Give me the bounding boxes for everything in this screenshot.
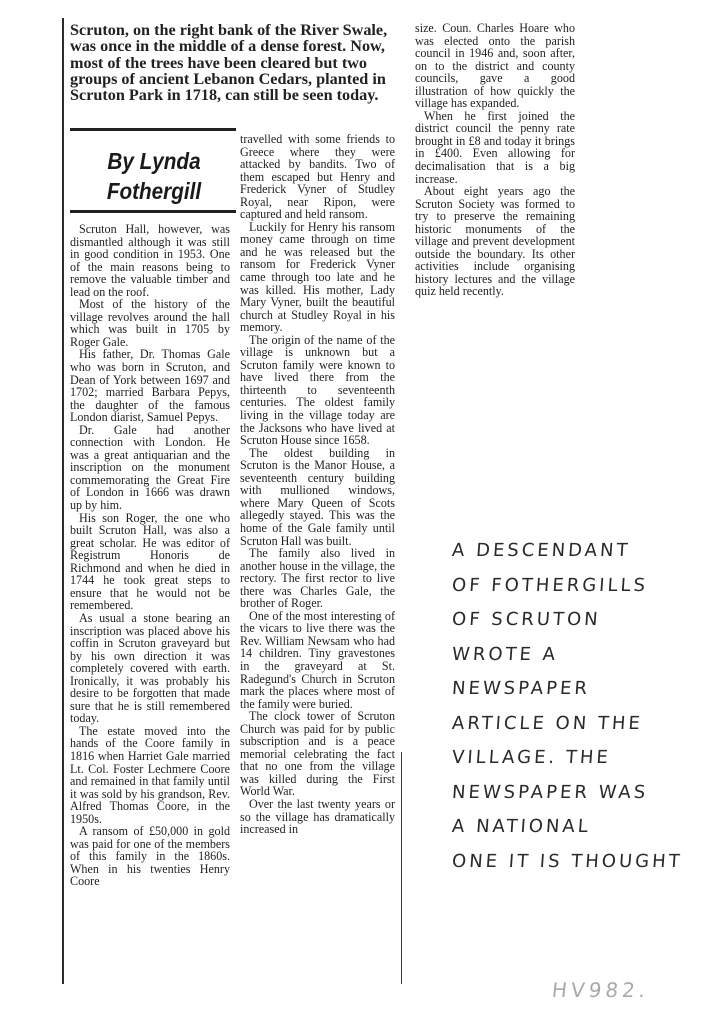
note-line: ONE IT IS THOUGHT (451, 850, 684, 872)
article-column-3 (415, 22, 575, 298)
intro-paragraph: Scruton, on the right bank of the River Swale, was once in the middle of a dense forest. Now, most of the trees have been cleared but two groups of ancient Lebanon Cedars, planted in Scruton Park in 1718, can still be seen today. (70, 21, 388, 105)
paragraph: Scruton Hall, however, was dismantled although it was still in good condition in 1953. One of the main reasons being to remove the valuable timber and lead on the roof. (70, 222, 230, 299)
paragraph: size. Coun. Charles Hoare who was elected onto the parish council in 1946 and, soon after, on to the district and county councils, gave a good illustration of how quickly the village has expanded. (415, 21, 575, 111)
paragraph: The estate moved into the hands of the Coore family in 1816 when Harriet Gale married Lt. Col. Foster Lechmere Coore and remained in that family until it was sold by his grandson, Rev. Alfred Thomas Coore, in the 1950s. (70, 723, 230, 826)
column-rule-left (62, 18, 64, 984)
paragraph: A ransom of £50,000 in gold was paid for one of the members of this family in the 1860s. When in his twenties Henry Coore (70, 824, 230, 889)
paragraph: The oldest building in Scruton is the Manor House, a seventeenth century building with mullioned windows, where Mary Queen of Scots allegedly stayed. This was the home of the Gale family until Scruton Hall was built. (240, 445, 395, 548)
paragraph: Dr. Gale had another connection with London. He was a great antiquarian and the inscription on the monument commemorating the Great Fire of London in 1666 was drawn up by him. (70, 422, 230, 513)
byline-line2: Fothergill (106, 178, 202, 204)
paragraph: One of the most interesting of the vicars to live there was the Rev. William Newsam who had 14 children. Tiny gravestones in the graveyard at St. Radegund's Church in Scruton mark the places where most of the family were buried. (240, 608, 395, 711)
paragraph: About eight years ago the Scruton Society was formed to try to preserve the remaining historic monuments of the village and prevent development outside the boundary. Its other activities include organising history lectures and the village quiz held recently. (415, 184, 575, 299)
byline-rule-bottom (70, 210, 236, 213)
note-line: A DESCENDANT (451, 540, 632, 561)
handwritten-note (452, 534, 712, 879)
note-line: A NATIONAL (451, 816, 592, 837)
paragraph: The origin of the name of the village is unknown but a Scruton family were known to have lived there from the thirteenth to seventeenth centuries. The oldest family living in the village today are the Jacksons who have lived at Scruton House since 1658. (240, 332, 395, 448)
paragraph: Over the last twenty years or so the village has dramatically increased in (240, 796, 395, 837)
paragraph: Most of the history of the village revolves around the hall which was built in 1705 by Roger Gale. (70, 297, 230, 349)
paragraph: His son Roger, the one who built Scruton Hall, was also a great scholar. He was editor of Registrum Honoris de Richmond and when he died in 1744 he took great steps to ensure that he would not be remembered. (70, 510, 230, 613)
paragraph: travelled with some friends to Greece where they were attacked by bandits. Two of them escaped but Henry and Frederick Vyner of Studley Royal, near Ripon, were captured and held ransom. (240, 132, 395, 222)
paragraph: The family also lived in another house in the village, the rectory. The first rector to live there was Charles Gale, the brother of Roger. (240, 546, 395, 611)
paragraph: The clock tower of Scruton Church was paid for by public subscription and is a peace memorial celebrating the fact that no one from the village was killed during the First World War. (240, 709, 395, 799)
note-line: ARTICLE ON THE (451, 712, 644, 734)
archive-reference: HV982. (550, 978, 651, 1002)
article-column-1 (70, 223, 230, 888)
paragraph: Luckily for Henry his ransom money came through on time and he was released but the ransom for Frederick Vyner came through too late and he was killed. His mother, Lady Mary Vyner, built the beautiful church at Studley Royal in his memory. (240, 219, 395, 335)
paragraph: As usual a stone bearing an inscription was placed above his coffin in Scruton graveyard but by his own direction it was completely covered with earth. Ironically, it was probably his desire to be forgotten that made sure that he is still remembered today. (70, 610, 230, 726)
article-column-2 (240, 133, 395, 836)
note-line: WROTE A (451, 643, 559, 665)
paragraph: His father, Dr. Thomas Gale who was born in Scruton, and Dean of York between 1697 and 1702; married Barbara Pepys, the daughter of the famous London diarist, Samuel Pepys. (70, 347, 230, 425)
byline (96, 146, 211, 206)
note-line: VILLAGE. THE (451, 747, 612, 768)
note-line: NEWSPAPER (451, 678, 591, 699)
paragraph: When he first joined the district council the penny rate brought in £8 and today it brings in £400. Even allowing for decimalisation that is a big increase. (415, 108, 575, 186)
byline-line1: By Lynda (107, 148, 201, 174)
column-rule-right (401, 752, 402, 984)
note-line: OF SCRUTON (451, 609, 602, 630)
note-line: OF FOTHERGILLS (451, 574, 649, 596)
byline-rule-top (70, 128, 236, 131)
note-line: NEWSPAPER WAS (451, 781, 649, 803)
